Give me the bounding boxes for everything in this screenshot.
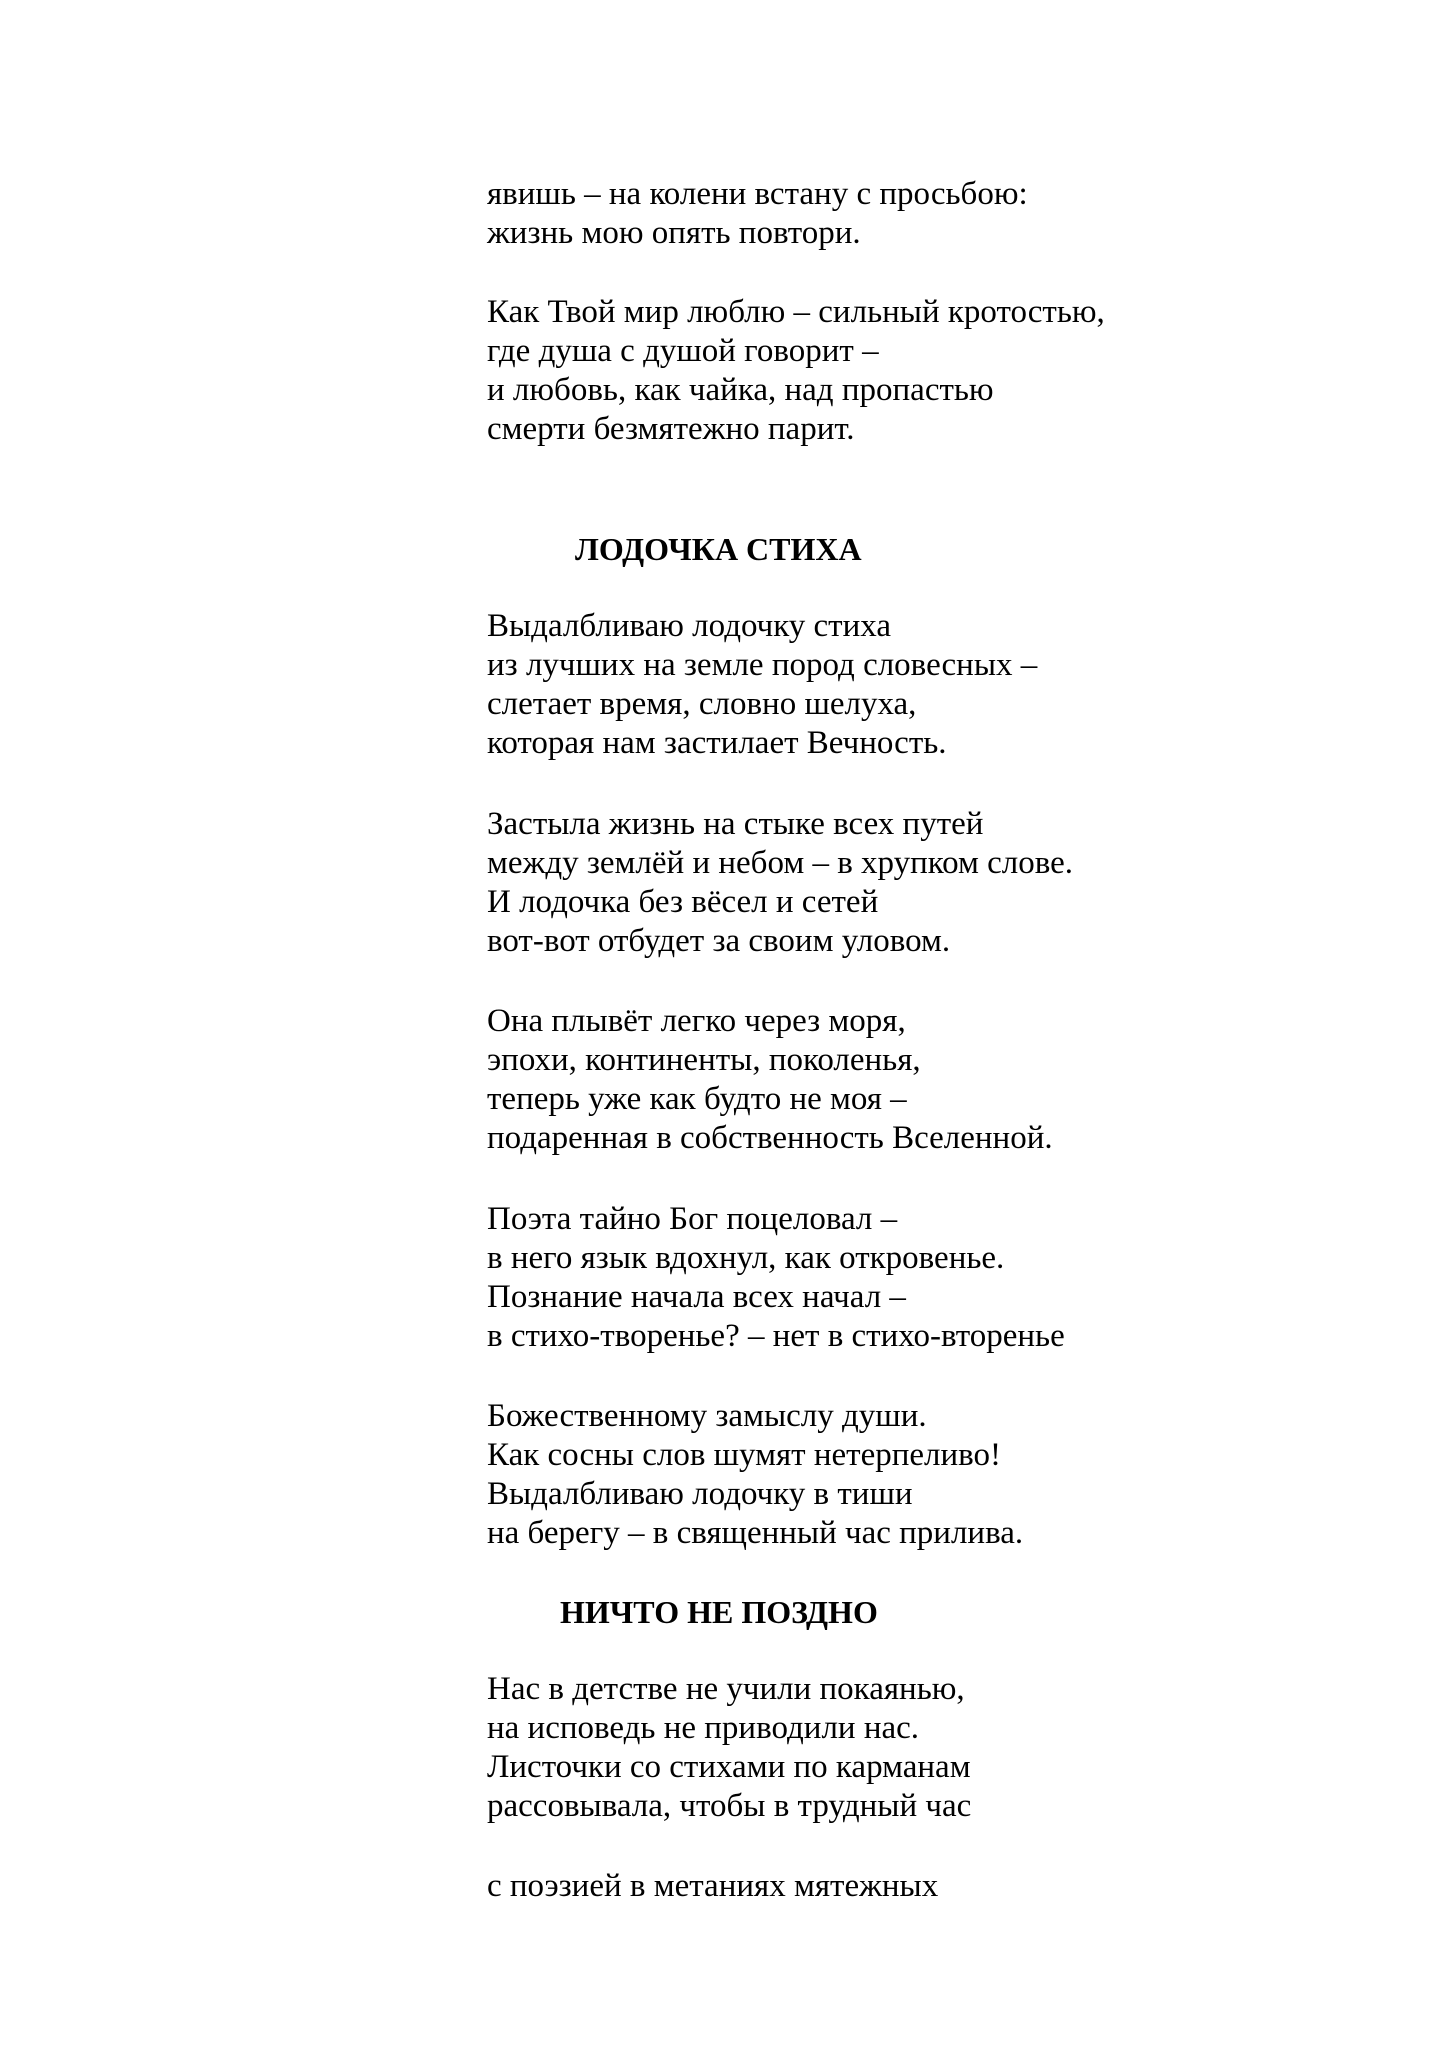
poem-title: НИЧТО НЕ ПОЗДНО — [560, 1594, 878, 1630]
poem-line: на берегу – в священный час прилива. — [487, 1515, 1024, 1551]
poem-line: И лодочка без вёсел и сетей — [487, 884, 879, 920]
poem-line: подаренная в собственность Вселенной. — [487, 1120, 1053, 1156]
poem-line: на исповедь не приводили нас. — [487, 1710, 920, 1746]
poem-line: явишь – на колени встану с просьбою: — [487, 176, 1028, 212]
poem-line: с поэзией в метаниях мятежных — [487, 1868, 939, 1904]
poem-line: Застыла жизнь на стыке всех путей — [487, 806, 984, 842]
poem-line: Выдалбливаю лодочку в тиши — [487, 1476, 913, 1512]
poem-line: рассовывала, чтобы в трудный час — [487, 1788, 972, 1824]
poem-line: Как сосны слов шумят нетерпеливо! — [487, 1437, 1002, 1473]
poem-title: ЛОДОЧКА СТИХА — [575, 531, 862, 567]
poem-line: в него язык вдохнул, как откровенье. — [487, 1240, 1005, 1276]
poem-line: которая нам застилает Вечность. — [487, 725, 947, 761]
poem-line: эпохи, континенты, поколенья, — [487, 1042, 921, 1078]
poem-line: смерти безмятежно парит. — [487, 411, 855, 447]
poem-line: теперь уже как будто не моя – — [487, 1081, 907, 1117]
poem-line: Как Твой мир люблю – сильный кротостью, — [487, 294, 1105, 330]
poem-line: Листочки со стихами по карманам — [487, 1749, 971, 1785]
poem-line: из лучших на земле пород словесных – — [487, 647, 1038, 683]
poem-line: и любовь, как чайка, над пропастью — [487, 372, 994, 408]
poem-line: Поэта тайно Бог поцеловал – — [487, 1201, 898, 1237]
poem-line: где душа с душой говорит – — [487, 333, 879, 369]
poem-line: Познание начала всех начал – — [487, 1279, 906, 1315]
poem-line: Нас в детстве не учили покаянью, — [487, 1671, 965, 1707]
poem-line: Она плывёт легко через моря, — [487, 1003, 906, 1039]
poem-line: жизнь мою опять повтори. — [487, 215, 861, 251]
poem-line: Божественному замыслу души. — [487, 1398, 927, 1434]
poem-line: вот-вот отбудет за своим уловом. — [487, 923, 951, 959]
poem-line: Выдалбливаю лодочку стиха — [487, 608, 891, 644]
poem-line: между землёй и небом – в хрупком слове. — [487, 845, 1074, 881]
poem-line: слетает время, словно шелуха, — [487, 686, 917, 722]
poem-line: в стихо-творенье? – нет в стихо-вторенье — [487, 1318, 1065, 1354]
